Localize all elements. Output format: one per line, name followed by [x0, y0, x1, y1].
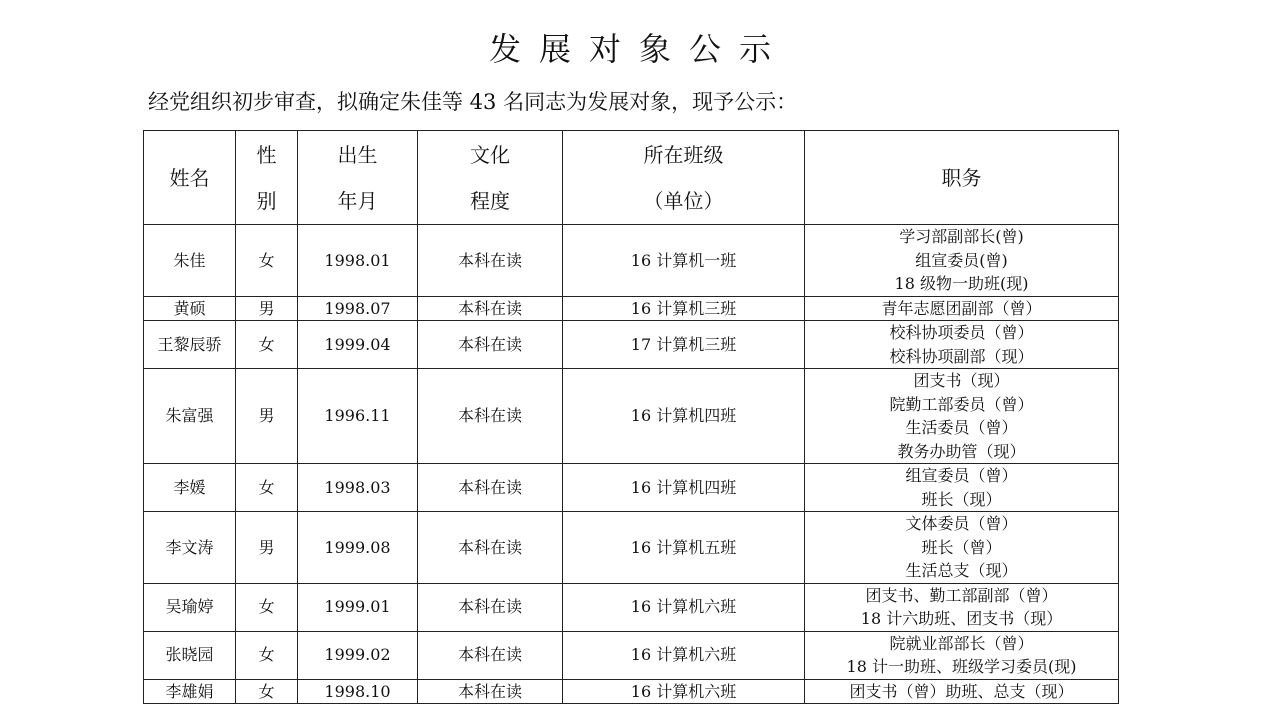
cell-class: 16 计算机六班	[563, 679, 805, 704]
cell-gender: 女	[236, 225, 298, 297]
cell-name: 黄硕	[144, 296, 236, 321]
cell-class: 17 计算机三班	[563, 321, 805, 369]
cell-duties	[805, 583, 1119, 631]
table-row	[144, 583, 1119, 631]
table-row	[144, 225, 1119, 297]
cell-birth: 1999.08	[298, 512, 418, 584]
duty-line: 团支书（曾）助班、总支（现）	[849, 681, 1074, 701]
duty-line: 院就业部部长（曾）	[889, 633, 1034, 653]
header-class-label-line1: 所在班级	[643, 142, 724, 167]
header-birth	[298, 131, 418, 225]
duty-line: 校科协项副部（现）	[889, 346, 1034, 366]
cell-duties	[805, 321, 1119, 369]
duty-line: 18 级物一助班(现)	[894, 274, 1029, 293]
table-row	[144, 321, 1119, 369]
duty-line: 教务办助管（现）	[897, 441, 1026, 461]
cell-birth: 1999.02	[298, 631, 418, 679]
header-duties-label: 职务	[941, 165, 982, 190]
header-education	[418, 131, 563, 225]
duty-line: 18 计一助班、班级学习委员(现)	[846, 657, 1077, 676]
cell-gender: 男	[236, 296, 298, 321]
cell-gender: 男	[236, 369, 298, 464]
cell-class: 16 计算机六班	[563, 631, 805, 679]
cell-name: 李媛	[144, 464, 236, 512]
cell-gender: 女	[236, 321, 298, 369]
header-class	[563, 131, 805, 225]
cell-education: 本科在读	[418, 321, 563, 369]
duty-line: 班长（现）	[921, 489, 1002, 509]
header-birth-label-line2: 年月	[337, 188, 378, 213]
cell-birth: 1999.01	[298, 583, 418, 631]
duty-line: 校科协项委员（曾）	[889, 323, 1034, 342]
header-class-label-line2: （单位）	[643, 188, 724, 213]
table-row	[144, 631, 1119, 679]
duty-line: 组宣委员（曾）	[905, 466, 1018, 485]
table-row	[144, 296, 1119, 321]
cell-class: 16 计算机四班	[563, 464, 805, 512]
cell-gender: 女	[236, 679, 298, 704]
cell-duties	[805, 464, 1119, 512]
duty-line: 生活总支（现）	[905, 561, 1018, 580]
duty-line: 生活委员（曾）	[905, 418, 1018, 437]
cell-class: 16 计算机六班	[563, 583, 805, 631]
header-education-label-line1: 文化	[470, 142, 510, 167]
intro-paragraph: 经党组织初步审查，拟确定朱佳等 43 名同志为发展对象，现予公示：	[148, 90, 798, 114]
duty-line: 文体委员（曾）	[905, 514, 1018, 533]
cell-birth: 1998.01	[298, 225, 418, 297]
header-name	[144, 131, 236, 225]
table-row	[144, 512, 1119, 584]
cell-birth: 1999.04	[298, 321, 418, 369]
cell-name: 张晓园	[144, 631, 236, 679]
cell-name: 朱富强	[144, 369, 236, 464]
cell-gender: 女	[236, 464, 298, 512]
cell-duties	[805, 369, 1119, 464]
cell-birth: 1996.11	[298, 369, 418, 464]
header-duties	[805, 131, 1119, 225]
cell-name: 吴瑜婷	[144, 583, 236, 631]
cell-education: 本科在读	[418, 679, 563, 704]
cell-name: 李雄娟	[144, 679, 236, 704]
duty-line: 班长（曾）	[921, 537, 1002, 557]
candidates-table	[143, 130, 1119, 704]
header-gender-label-line1: 性	[256, 142, 277, 167]
table-body	[144, 225, 1119, 704]
duty-line: 青年志愿团副部（曾）	[881, 298, 1042, 318]
cell-education: 本科在读	[418, 464, 563, 512]
table-row	[144, 679, 1119, 704]
cell-education: 本科在读	[418, 296, 563, 321]
cell-gender: 女	[236, 631, 298, 679]
cell-education: 本科在读	[418, 512, 563, 584]
cell-class: 16 计算机四班	[563, 369, 805, 464]
cell-duties	[805, 631, 1119, 679]
table-header-row	[144, 131, 1119, 225]
table-row	[144, 369, 1119, 464]
cell-duties	[805, 512, 1119, 584]
cell-education: 本科在读	[418, 583, 563, 631]
cell-name: 李文涛	[144, 512, 236, 584]
header-birth-label-line1: 出生	[337, 142, 378, 167]
cell-education: 本科在读	[418, 369, 563, 464]
document-title: 发展对象公示	[488, 30, 789, 68]
duty-line: 团支书（现）	[913, 371, 1010, 390]
cell-birth: 1998.03	[298, 464, 418, 512]
header-gender-label-line2: 别	[256, 188, 277, 213]
cell-birth: 1998.10	[298, 679, 418, 704]
header-education-label-line2: 程度	[470, 188, 510, 213]
duty-line: 18 计六助班、团支书（现）	[860, 609, 1063, 628]
cell-gender: 女	[236, 583, 298, 631]
table-row	[144, 464, 1119, 512]
cell-duties	[805, 679, 1119, 704]
duty-line: 团支书、勤工部副部（曾）	[865, 585, 1058, 605]
header-gender	[236, 131, 298, 225]
duty-line: 院勤工部委员（曾）	[889, 394, 1034, 414]
cell-class: 16 计算机一班	[563, 225, 805, 297]
duty-line: 组宣委员(曾)	[915, 250, 1008, 270]
duty-line: 学习部副部长(曾)	[899, 227, 1024, 246]
cell-name: 朱佳	[144, 225, 236, 297]
cell-duties	[805, 296, 1119, 321]
cell-class: 16 计算机五班	[563, 512, 805, 584]
cell-class: 16 计算机三班	[563, 296, 805, 321]
cell-education: 本科在读	[418, 225, 563, 297]
cell-birth: 1998.07	[298, 296, 418, 321]
cell-name: 王黎辰骄	[144, 321, 236, 369]
cell-gender: 男	[236, 512, 298, 584]
cell-education: 本科在读	[418, 631, 563, 679]
cell-duties	[805, 225, 1119, 297]
header-name-label: 姓名	[169, 165, 210, 190]
